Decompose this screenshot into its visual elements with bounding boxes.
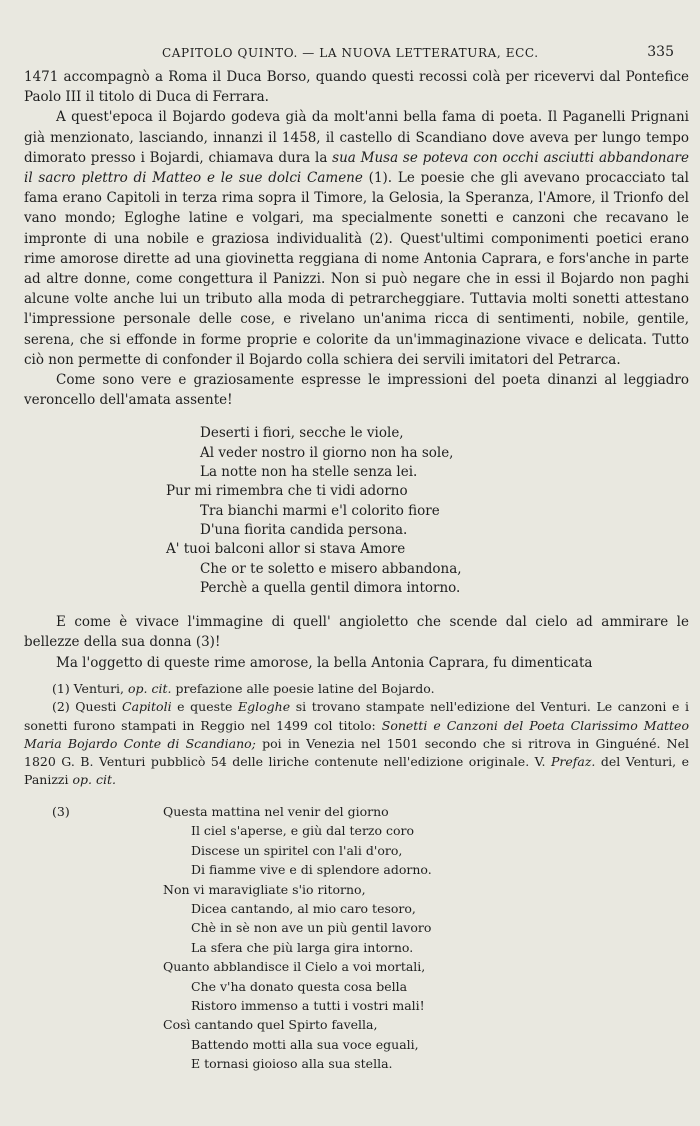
verse-line: Che v'ha donato questa cosa bella	[191, 978, 408, 994]
footnote-1-text-end: prefazione alle poesie latine del Bojardo.	[171, 681, 435, 696]
footnote-2-text: e queste	[171, 699, 239, 715]
footnote-2-italic: Capitoli	[122, 699, 172, 715]
footnote-2-text: del Venturi, e Panizzi	[24, 754, 689, 788]
verse-line: La sfera che più larga gira intorno.	[191, 939, 414, 955]
verse-line: Il ciel s'aperse, e giù dal terzo coro	[191, 823, 415, 839]
paragraph-4: E come è vivace l'immagine di quell' angioletto che scende dal cielo ad ammirare le bellezze della sua donna (3)!	[24, 614, 689, 651]
verse-line: Al veder nostro il giorno non ha sole,	[200, 444, 454, 461]
verse-line: A' tuoi balconi allor si stava Amore	[166, 541, 406, 558]
paragraph-3: Come sono vere e graziosamente espresse le impressioni del poeta dinanzi al leggiadro veroncello dell'amata assente!	[24, 372, 689, 409]
sonnet-excerpt	[24, 424, 689, 598]
verse-line	[24, 560, 689, 579]
verse-line-text: Che or te soletto e misero abbandona,	[200, 560, 462, 577]
verse-line: Discese un spiritel con l'ali d'oro,	[191, 842, 403, 858]
verse-line: Battendo motti alla sua voce eguali,	[191, 1036, 419, 1052]
verse-line: Ristoro immenso a tutti i vostri mali!	[191, 998, 425, 1014]
main-text	[24, 67, 689, 673]
verse-line: La notte non ha stelle senza lei.	[200, 464, 418, 481]
footnote-2-book-title: Sonetti e Canzoni del Poeta Clarissimo Matteo Maria Bojardo Conte di Scandiano;	[24, 717, 689, 751]
running-header	[24, 44, 678, 64]
verse-line: Così cantando quel Spirto favella,	[163, 1017, 378, 1033]
page-number: 335	[647, 44, 674, 60]
verse-line: Perchè a quella gentil dimora intorno.	[200, 579, 461, 596]
paragraph-2-text-a: A quest'epoca il Bojardo godeva già da molt'anni bella fama di poeta. Il Paganelli Prignani già menzionato, lasciando, innanzi il 1458, il castello di Scandiano dove aveva per lungo tempo dimorato presso i Bojardi, chiamava dura la	[24, 109, 689, 166]
footnote-2-italic: Egloghe	[238, 699, 291, 715]
footnote-3	[24, 802, 689, 1074]
footnote-2-text: si trovano stampate nell'edizione del Venturi. Le canzoni e i sonetti furono stampati in Reggio nel 1499 col titolo:	[24, 699, 689, 733]
footnote-2-italic: op. cit.	[72, 772, 116, 788]
footnote-2-italic: Prefaz.	[550, 754, 596, 770]
verse-line: Non vi maravigliate s'io ritorno,	[163, 881, 366, 897]
verse-line: D'una fiorita candida persona.	[200, 521, 408, 538]
paragraph-2-text-b: (1). Le poesie che gli avevano procacciato tal fama erano Capitoli in terza rima sopra il Timore, la Gelosia, la Speranza, l'Amore, il Trionfo del vano mondo; Egloghe latine e volgari, ma specialmente sonetti e canzoni che recavano le impronte di una nobile e graziosa individualità (2). Quest'ultimi componimenti poetici erano rime amorose dirette ad una giovinetta reggiana di nome Antonia Caprara, e fors'anche in parte ad altre donne, come congettura il Panizzi. Non si può negare che in essi il Bojardo non paghi alcune volte anche lui un tributo alla moda di petrarcheggiare. Tuttavia molti sonetti attestano l'impressione personale delle cose, e rivelano un'anima ricca di sentimenti, nobile, gentile, serena, che si effonde in forme proprie e colorite da un'immaginazione vivace e delicata. Tutto ciò non permette di confonder il Bojardo colla schiera dei servili imitatori del Petrarca.	[24, 170, 689, 368]
footnote-3-label: (3)	[52, 804, 70, 819]
verse-line: Pur mi rimembra che ti vidi adorno	[166, 483, 408, 500]
footnote-2	[24, 698, 689, 789]
footnote-2-text: (2) Questi	[52, 699, 123, 715]
verse-line: Dicea cantando, al mio caro tesoro,	[191, 901, 416, 917]
verse-line: Di fiamme vive e di splendore adorno.	[191, 862, 432, 878]
verse-line: Questa mattina nel venir del giorno	[163, 804, 389, 819]
footnote-1	[24, 680, 689, 698]
verse-line: Deserti i fiori, secche le viole,	[200, 425, 404, 442]
footnote-1-italic: op. cit.	[128, 681, 172, 696]
verse-line: Chè in sè non ave un più gentil lavoro	[191, 920, 432, 936]
paragraph-2	[24, 107, 689, 370]
paragraph-2-quote: sua Musa se poteva con occhi asciutti abbandonare il sacro plettro di Matteo e le sue dolci Camene	[24, 149, 689, 187]
verse-line: Quanto abblandisce il Cielo a voi mortali,	[163, 959, 426, 975]
verse-line: E tornasi gioioso alla sua stella.	[191, 1056, 393, 1072]
chapter-title: CAPITOLO QUINTO. — LA NUOVA LETTERATURA, ECC.	[162, 46, 539, 60]
verse-line: Tra bianchi marmi e'l colorito fiore	[200, 502, 440, 519]
paragraph-1: 1471 accompagnò a Roma il Duca Borso, quando questi recossi colà per ricevervi dal Pontefice Paolo III il titolo di Duca di Ferrara.	[24, 69, 689, 106]
footnote-2-text: poi in Venezia nel 1501 secondo che si ritrova in Ginguéné. Nel 1820 G. B. Venturi pubblicò 54 delle liriche contenute nell'edizione originale. V.	[24, 735, 689, 770]
footnote-1-text: (1) Venturi,	[52, 681, 129, 696]
footnotes	[24, 680, 689, 790]
paragraph-5: Ma l'oggetto di queste rime amorose, la bella Antonia Caprara, fu dimenticata	[56, 654, 593, 671]
